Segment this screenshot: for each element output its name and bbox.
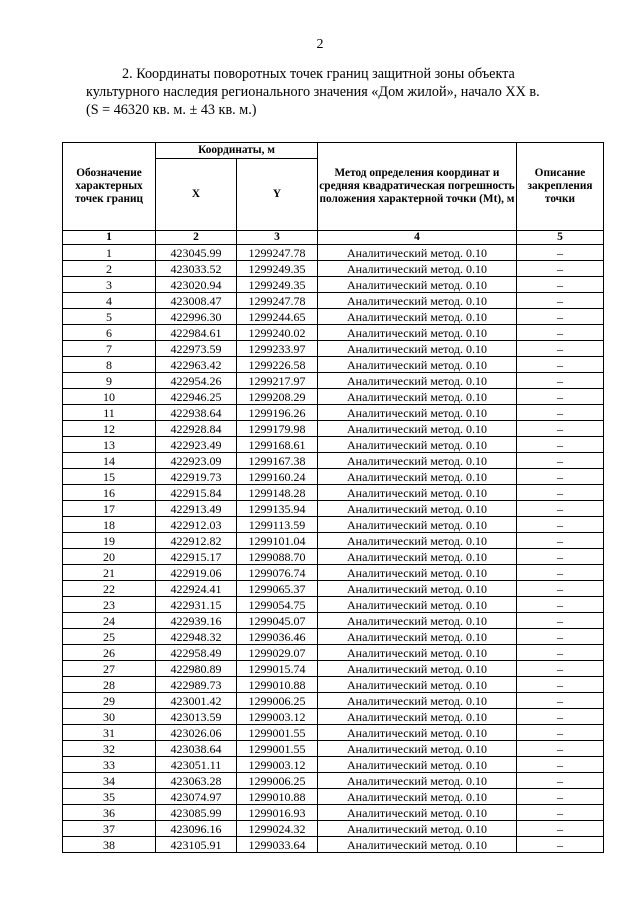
x-coordinate-cell: 423008.47 bbox=[156, 293, 237, 309]
method-cell: Аналитический метод. 0.10 bbox=[318, 373, 517, 389]
point-number-cell: 8 bbox=[63, 357, 156, 373]
point-number-cell: 26 bbox=[63, 645, 156, 661]
method-cell: Аналитический метод. 0.10 bbox=[318, 693, 517, 709]
y-coordinate-cell: 1299179.98 bbox=[237, 421, 318, 437]
description-cell: – bbox=[517, 629, 604, 645]
description-cell: – bbox=[517, 453, 604, 469]
point-number-cell: 13 bbox=[63, 437, 156, 453]
table-row bbox=[63, 389, 604, 405]
point-number-cell: 9 bbox=[63, 373, 156, 389]
description-cell: – bbox=[517, 261, 604, 277]
point-number-cell: 19 bbox=[63, 533, 156, 549]
y-coordinate-cell: 1299247.78 bbox=[237, 245, 318, 261]
column-number: 3 bbox=[237, 231, 318, 245]
description-cell: – bbox=[517, 357, 604, 373]
point-number-cell: 36 bbox=[63, 805, 156, 821]
description-cell: – bbox=[517, 325, 604, 341]
method-cell: Аналитический метод. 0.10 bbox=[318, 245, 517, 261]
method-cell: Аналитический метод. 0.10 bbox=[318, 757, 517, 773]
column-number: 1 bbox=[63, 231, 156, 245]
table-row bbox=[63, 741, 604, 757]
y-coordinate-cell: 1299001.55 bbox=[237, 725, 318, 741]
point-number-cell: 10 bbox=[63, 389, 156, 405]
table-row bbox=[63, 837, 604, 853]
x-coordinate-cell: 423105.91 bbox=[156, 837, 237, 853]
description-cell: – bbox=[517, 245, 604, 261]
x-coordinate-cell: 422939.16 bbox=[156, 613, 237, 629]
table-row bbox=[63, 677, 604, 693]
x-coordinate-cell: 423033.52 bbox=[156, 261, 237, 277]
x-coordinate-cell: 422912.82 bbox=[156, 533, 237, 549]
point-number-cell: 25 bbox=[63, 629, 156, 645]
y-coordinate-cell: 1299167.38 bbox=[237, 453, 318, 469]
description-cell: – bbox=[517, 821, 604, 837]
description-cell: – bbox=[517, 341, 604, 357]
method-cell: Аналитический метод. 0.10 bbox=[318, 293, 517, 309]
point-number-cell: 12 bbox=[63, 421, 156, 437]
x-coordinate-cell: 423026.06 bbox=[156, 725, 237, 741]
x-coordinate-cell: 423085.99 bbox=[156, 805, 237, 821]
table-row bbox=[63, 293, 604, 309]
description-cell: – bbox=[517, 373, 604, 389]
header-y: Y bbox=[237, 159, 318, 231]
description-cell: – bbox=[517, 805, 604, 821]
page-number: 2 bbox=[316, 37, 324, 52]
method-cell: Аналитический метод. 0.10 bbox=[318, 581, 517, 597]
table-row bbox=[63, 533, 604, 549]
y-coordinate-cell: 1299249.35 bbox=[237, 261, 318, 277]
description-cell: – bbox=[517, 469, 604, 485]
y-coordinate-cell: 1299045.07 bbox=[237, 613, 318, 629]
x-coordinate-cell: 423020.94 bbox=[156, 277, 237, 293]
point-number-cell: 38 bbox=[63, 837, 156, 853]
x-coordinate-cell: 422980.89 bbox=[156, 661, 237, 677]
point-number-cell: 24 bbox=[63, 613, 156, 629]
description-cell: – bbox=[517, 309, 604, 325]
description-cell: – bbox=[517, 277, 604, 293]
header-coordinates-group: Координаты, м bbox=[156, 143, 318, 159]
point-number-cell: 4 bbox=[63, 293, 156, 309]
method-cell: Аналитический метод. 0.10 bbox=[318, 309, 517, 325]
table-row bbox=[63, 693, 604, 709]
y-coordinate-cell: 1299076.74 bbox=[237, 565, 318, 581]
table-row bbox=[63, 805, 604, 821]
table-row bbox=[63, 501, 604, 517]
table-row bbox=[63, 325, 604, 341]
method-cell: Аналитический метод. 0.10 bbox=[318, 741, 517, 757]
point-number-cell: 3 bbox=[63, 277, 156, 293]
description-cell: – bbox=[517, 549, 604, 565]
description-cell: – bbox=[517, 741, 604, 757]
x-coordinate-cell: 422948.32 bbox=[156, 629, 237, 645]
point-number-cell: 28 bbox=[63, 677, 156, 693]
point-number-cell: 35 bbox=[63, 789, 156, 805]
description-cell: – bbox=[517, 405, 604, 421]
y-coordinate-cell: 1299244.65 bbox=[237, 309, 318, 325]
point-number-cell: 27 bbox=[63, 661, 156, 677]
header-x: X bbox=[156, 159, 237, 231]
table-row bbox=[63, 581, 604, 597]
point-number-cell: 34 bbox=[63, 773, 156, 789]
method-cell: Аналитический метод. 0.10 bbox=[318, 709, 517, 725]
y-coordinate-cell: 1299249.35 bbox=[237, 277, 318, 293]
point-number-cell: 29 bbox=[63, 693, 156, 709]
description-cell: – bbox=[517, 757, 604, 773]
table-row bbox=[63, 645, 604, 661]
y-coordinate-cell: 1299160.24 bbox=[237, 469, 318, 485]
point-number-cell: 5 bbox=[63, 309, 156, 325]
y-coordinate-cell: 1299088.70 bbox=[237, 549, 318, 565]
table-row bbox=[63, 821, 604, 837]
description-cell: – bbox=[517, 293, 604, 309]
table-row bbox=[63, 565, 604, 581]
coordinates-table bbox=[62, 142, 604, 853]
point-number-cell: 11 bbox=[63, 405, 156, 421]
table-row bbox=[63, 485, 604, 501]
x-coordinate-cell: 422973.59 bbox=[156, 341, 237, 357]
description-cell: – bbox=[517, 501, 604, 517]
description-cell: – bbox=[517, 661, 604, 677]
y-coordinate-cell: 1299196.26 bbox=[237, 405, 318, 421]
x-coordinate-cell: 423051.11 bbox=[156, 757, 237, 773]
x-coordinate-cell: 422963.42 bbox=[156, 357, 237, 373]
description-cell: – bbox=[517, 597, 604, 613]
point-number-cell: 16 bbox=[63, 485, 156, 501]
y-coordinate-cell: 1299148.28 bbox=[237, 485, 318, 501]
y-coordinate-cell: 1299010.88 bbox=[237, 789, 318, 805]
x-coordinate-cell: 423074.97 bbox=[156, 789, 237, 805]
table-row bbox=[63, 245, 604, 261]
method-cell: Аналитический метод. 0.10 bbox=[318, 773, 517, 789]
y-coordinate-cell: 1299016.93 bbox=[237, 805, 318, 821]
y-coordinate-cell: 1299135.94 bbox=[237, 501, 318, 517]
method-cell: Аналитический метод. 0.10 bbox=[318, 629, 517, 645]
table-row bbox=[63, 661, 604, 677]
column-number: 2 bbox=[156, 231, 237, 245]
point-number-cell: 31 bbox=[63, 725, 156, 741]
x-coordinate-cell: 422913.49 bbox=[156, 501, 237, 517]
table-row bbox=[63, 341, 604, 357]
y-coordinate-cell: 1299226.58 bbox=[237, 357, 318, 373]
y-coordinate-cell: 1299101.04 bbox=[237, 533, 318, 549]
table-row bbox=[63, 757, 604, 773]
method-cell: Аналитический метод. 0.10 bbox=[318, 485, 517, 501]
x-coordinate-cell: 423096.16 bbox=[156, 821, 237, 837]
x-coordinate-cell: 423063.28 bbox=[156, 773, 237, 789]
description-cell: – bbox=[517, 389, 604, 405]
column-number: 4 bbox=[318, 231, 517, 245]
point-number-cell: 21 bbox=[63, 565, 156, 581]
method-cell: Аналитический метод. 0.10 bbox=[318, 261, 517, 277]
y-coordinate-cell: 1299054.75 bbox=[237, 597, 318, 613]
y-coordinate-cell: 1299015.74 bbox=[237, 661, 318, 677]
point-number-cell: 18 bbox=[63, 517, 156, 533]
y-coordinate-cell: 1299003.12 bbox=[237, 709, 318, 725]
description-cell: – bbox=[517, 613, 604, 629]
column-number-row bbox=[63, 231, 604, 245]
description-cell: – bbox=[517, 565, 604, 581]
x-coordinate-cell: 422954.26 bbox=[156, 373, 237, 389]
method-cell: Аналитический метод. 0.10 bbox=[318, 549, 517, 565]
method-cell: Аналитический метод. 0.10 bbox=[318, 405, 517, 421]
x-coordinate-cell: 422958.49 bbox=[156, 645, 237, 661]
table-row bbox=[63, 405, 604, 421]
description-cell: – bbox=[517, 677, 604, 693]
x-coordinate-cell: 422931.15 bbox=[156, 597, 237, 613]
heading-line-3: (S = 46320 кв. м. ± 43 кв. м.) bbox=[86, 102, 257, 118]
y-coordinate-cell: 1299033.64 bbox=[237, 837, 318, 853]
x-coordinate-cell: 422989.73 bbox=[156, 677, 237, 693]
description-cell: – bbox=[517, 421, 604, 437]
point-number-cell: 20 bbox=[63, 549, 156, 565]
x-coordinate-cell: 422912.03 bbox=[156, 517, 237, 533]
point-number-cell: 33 bbox=[63, 757, 156, 773]
x-coordinate-cell: 422919.73 bbox=[156, 469, 237, 485]
table-row bbox=[63, 421, 604, 437]
x-coordinate-cell: 422928.84 bbox=[156, 421, 237, 437]
header-point-designation: Обозначение характерных точек границ bbox=[63, 143, 156, 231]
y-coordinate-cell: 1299006.25 bbox=[237, 773, 318, 789]
x-coordinate-cell: 422923.49 bbox=[156, 437, 237, 453]
x-coordinate-cell: 422915.17 bbox=[156, 549, 237, 565]
y-coordinate-cell: 1299240.02 bbox=[237, 325, 318, 341]
table-row bbox=[63, 357, 604, 373]
y-coordinate-cell: 1299208.29 bbox=[237, 389, 318, 405]
x-coordinate-cell: 422923.09 bbox=[156, 453, 237, 469]
y-coordinate-cell: 1299168.61 bbox=[237, 437, 318, 453]
header-description: Описание закрепления точки bbox=[517, 143, 604, 231]
method-cell: Аналитический метод. 0.10 bbox=[318, 805, 517, 821]
point-number-cell: 1 bbox=[63, 245, 156, 261]
section-heading bbox=[86, 65, 576, 119]
x-coordinate-cell: 423038.64 bbox=[156, 741, 237, 757]
x-coordinate-cell: 423045.99 bbox=[156, 245, 237, 261]
column-number: 5 bbox=[517, 231, 604, 245]
x-coordinate-cell: 422915.84 bbox=[156, 485, 237, 501]
description-cell: – bbox=[517, 693, 604, 709]
x-coordinate-cell: 422946.25 bbox=[156, 389, 237, 405]
point-number-cell: 7 bbox=[63, 341, 156, 357]
method-cell: Аналитический метод. 0.10 bbox=[318, 821, 517, 837]
method-cell: Аналитический метод. 0.10 bbox=[318, 789, 517, 805]
table-row bbox=[63, 261, 604, 277]
table-row bbox=[63, 277, 604, 293]
x-coordinate-cell: 422938.64 bbox=[156, 405, 237, 421]
y-coordinate-cell: 1299010.88 bbox=[237, 677, 318, 693]
table-row bbox=[63, 373, 604, 389]
table-row bbox=[63, 709, 604, 725]
description-cell: – bbox=[517, 773, 604, 789]
method-cell: Аналитический метод. 0.10 bbox=[318, 533, 517, 549]
x-coordinate-cell: 423001.42 bbox=[156, 693, 237, 709]
y-coordinate-cell: 1299029.07 bbox=[237, 645, 318, 661]
point-number-cell: 17 bbox=[63, 501, 156, 517]
table-row bbox=[63, 613, 604, 629]
x-coordinate-cell: 422924.41 bbox=[156, 581, 237, 597]
y-coordinate-cell: 1299113.59 bbox=[237, 517, 318, 533]
table-row bbox=[63, 517, 604, 533]
y-coordinate-cell: 1299003.12 bbox=[237, 757, 318, 773]
point-number-cell: 30 bbox=[63, 709, 156, 725]
method-cell: Аналитический метод. 0.10 bbox=[318, 725, 517, 741]
heading-line-1: 2. Координаты поворотных точек границ защитной зоны объекта bbox=[122, 66, 515, 82]
y-coordinate-cell: 1299036.46 bbox=[237, 629, 318, 645]
method-cell: Аналитический метод. 0.10 bbox=[318, 389, 517, 405]
x-coordinate-cell: 422919.06 bbox=[156, 565, 237, 581]
y-coordinate-cell: 1299247.78 bbox=[237, 293, 318, 309]
y-coordinate-cell: 1299217.97 bbox=[237, 373, 318, 389]
method-cell: Аналитический метод. 0.10 bbox=[318, 421, 517, 437]
table-row bbox=[63, 469, 604, 485]
point-number-cell: 2 bbox=[63, 261, 156, 277]
table-body bbox=[63, 245, 604, 853]
method-cell: Аналитический метод. 0.10 bbox=[318, 645, 517, 661]
point-number-cell: 32 bbox=[63, 741, 156, 757]
description-cell: – bbox=[517, 789, 604, 805]
point-number-cell: 23 bbox=[63, 597, 156, 613]
x-coordinate-cell: 422996.30 bbox=[156, 309, 237, 325]
description-cell: – bbox=[517, 645, 604, 661]
method-cell: Аналитический метод. 0.10 bbox=[318, 613, 517, 629]
method-cell: Аналитический метод. 0.10 bbox=[318, 677, 517, 693]
method-cell: Аналитический метод. 0.10 bbox=[318, 565, 517, 581]
method-cell: Аналитический метод. 0.10 bbox=[318, 437, 517, 453]
method-cell: Аналитический метод. 0.10 bbox=[318, 325, 517, 341]
table-row bbox=[63, 309, 604, 325]
x-coordinate-cell: 423013.59 bbox=[156, 709, 237, 725]
point-number-cell: 14 bbox=[63, 453, 156, 469]
y-coordinate-cell: 1299024.32 bbox=[237, 821, 318, 837]
heading-line-2: культурного наследия регионального значения «Дом жилой», начало XX в. bbox=[86, 84, 540, 100]
description-cell: – bbox=[517, 581, 604, 597]
method-cell: Аналитический метод. 0.10 bbox=[318, 501, 517, 517]
y-coordinate-cell: 1299065.37 bbox=[237, 581, 318, 597]
table-row bbox=[63, 597, 604, 613]
point-number-cell: 6 bbox=[63, 325, 156, 341]
description-cell: – bbox=[517, 533, 604, 549]
table-row bbox=[63, 725, 604, 741]
description-cell: – bbox=[517, 485, 604, 501]
table-row bbox=[63, 549, 604, 565]
description-cell: – bbox=[517, 709, 604, 725]
description-cell: – bbox=[517, 725, 604, 741]
description-cell: – bbox=[517, 517, 604, 533]
point-number-cell: 37 bbox=[63, 821, 156, 837]
method-cell: Аналитический метод. 0.10 bbox=[318, 357, 517, 373]
table-row bbox=[63, 789, 604, 805]
method-cell: Аналитический метод. 0.10 bbox=[318, 341, 517, 357]
method-cell: Аналитический метод. 0.10 bbox=[318, 517, 517, 533]
table-row bbox=[63, 453, 604, 469]
description-cell: – bbox=[517, 837, 604, 853]
table-row bbox=[63, 629, 604, 645]
y-coordinate-cell: 1299001.55 bbox=[237, 741, 318, 757]
method-cell: Аналитический метод. 0.10 bbox=[318, 277, 517, 293]
point-number-cell: 15 bbox=[63, 469, 156, 485]
x-coordinate-cell: 422984.61 bbox=[156, 325, 237, 341]
y-coordinate-cell: 1299233.97 bbox=[237, 341, 318, 357]
header-method: Метод определения координат и средняя квадратическая погрешность положения характерной точки (Mt), м bbox=[318, 143, 517, 231]
method-cell: Аналитический метод. 0.10 bbox=[318, 661, 517, 677]
table-row bbox=[63, 773, 604, 789]
method-cell: Аналитический метод. 0.10 bbox=[318, 837, 517, 853]
point-number-cell: 22 bbox=[63, 581, 156, 597]
method-cell: Аналитический метод. 0.10 bbox=[318, 453, 517, 469]
method-cell: Аналитический метод. 0.10 bbox=[318, 597, 517, 613]
method-cell: Аналитический метод. 0.10 bbox=[318, 469, 517, 485]
description-cell: – bbox=[517, 437, 604, 453]
table-row bbox=[63, 437, 604, 453]
y-coordinate-cell: 1299006.25 bbox=[237, 693, 318, 709]
